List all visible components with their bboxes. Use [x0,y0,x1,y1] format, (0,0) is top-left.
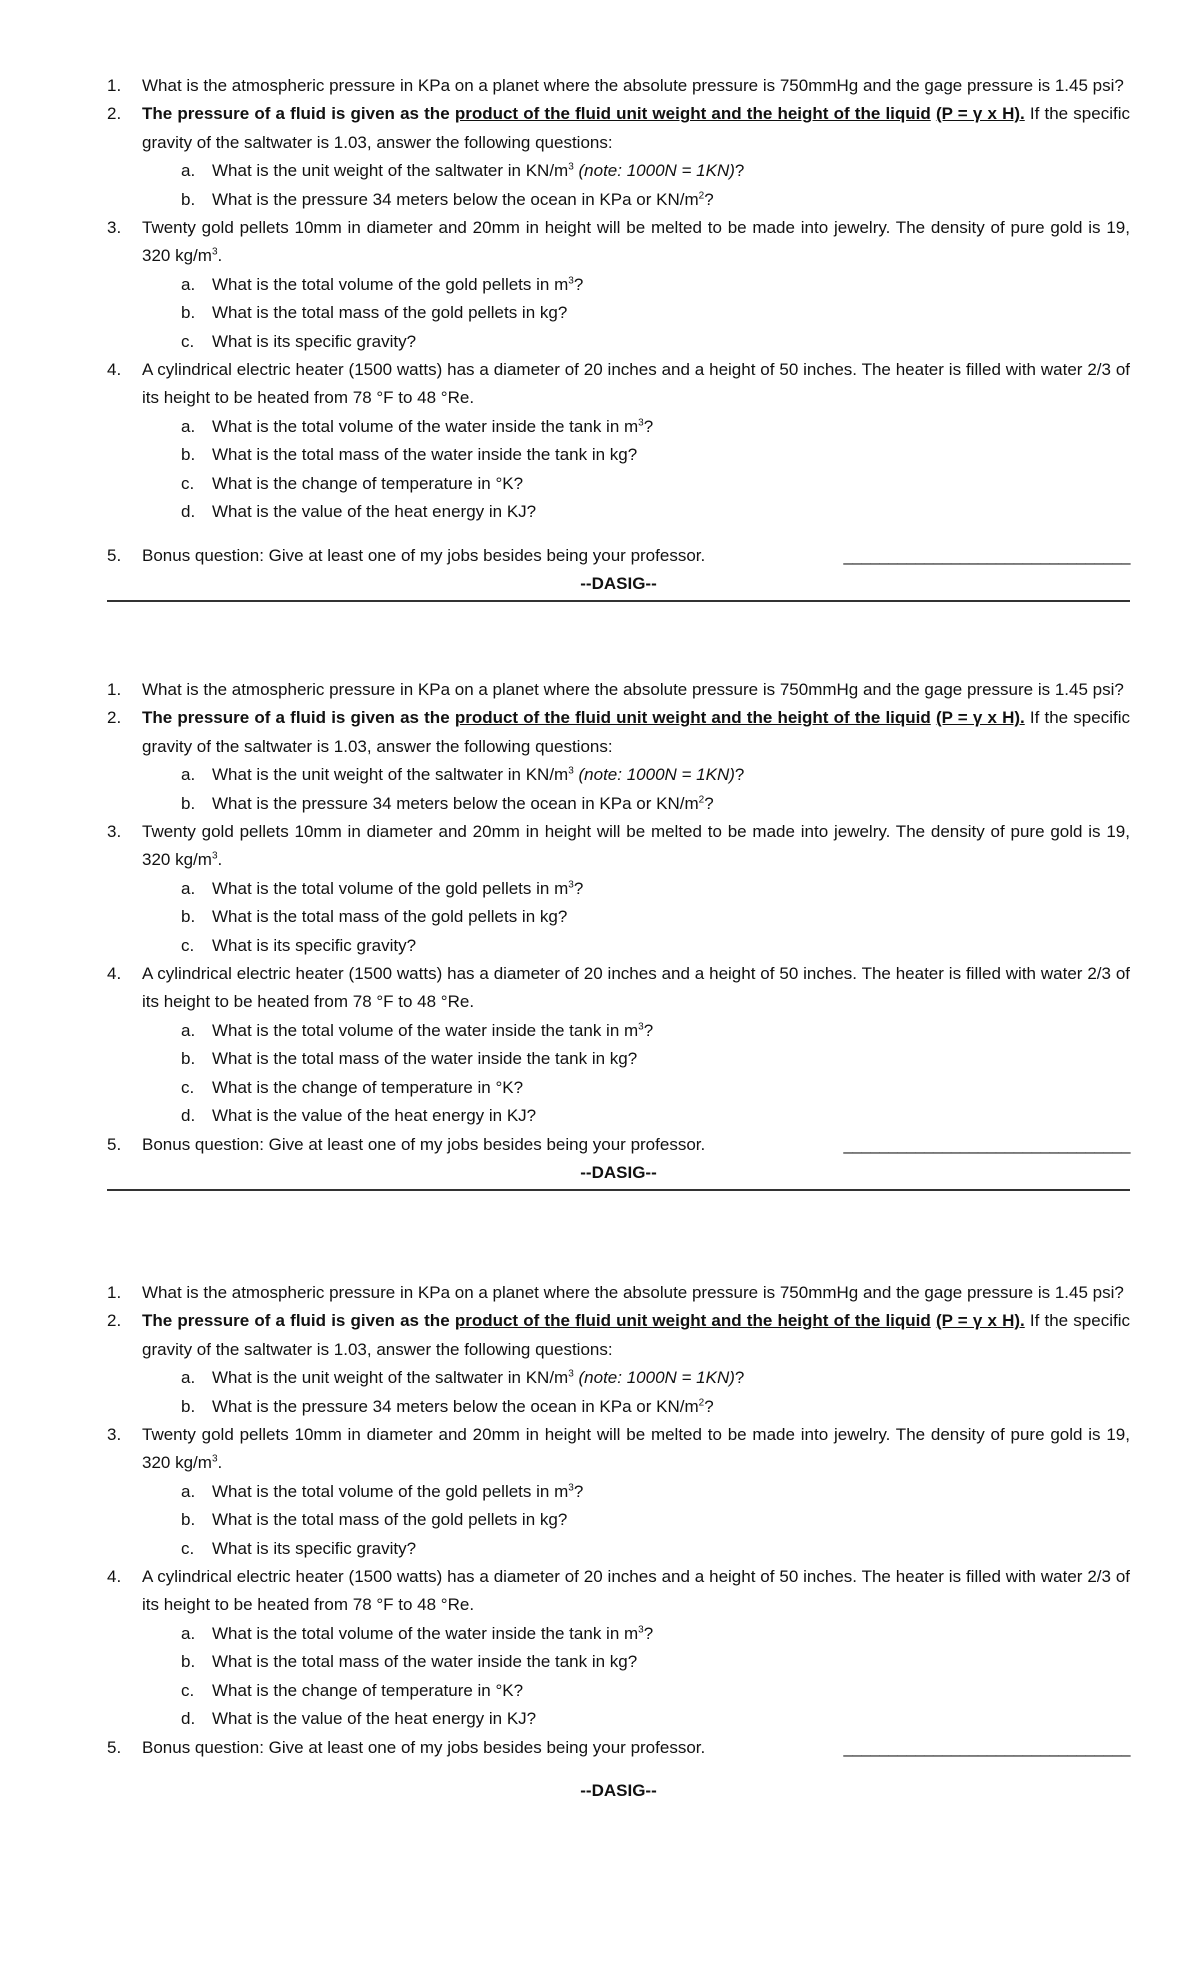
sub-question [107,761,1130,789]
question-text [212,1705,1130,1733]
bonus-text: Bonus question: Give at least one of my jobs besides being your professor. [142,1737,706,1757]
sub-question [107,186,1130,214]
sub-question [107,441,1130,469]
question-text-segment: 3 [568,765,574,777]
question-text [212,1620,1130,1648]
question-number: 1. [107,1283,122,1302]
question-number: c. [181,935,195,955]
sub-question [107,790,1130,818]
question-text-segment: ? [643,416,654,436]
question-text-segment: What is the unit weight of the saltwater in KN/m [212,161,569,181]
question-text-segment: If the specific gravity of the saltwater is 1.03, answer the following questions: [142,708,1130,756]
question-text [212,299,1130,327]
question-number: d. [181,502,196,522]
question [107,1307,1130,1364]
bonus-text: Bonus question: Give at least one of my jobs besides being your professor. [142,1134,706,1154]
question-text-segment: ? [573,274,584,294]
question-text [212,186,1130,214]
question-number: d. [181,1709,196,1729]
question [107,72,1130,100]
question-text-segment: The pressure of a fluid is given as the [142,1311,455,1331]
question-number: a. [181,416,196,436]
question-text-segment: What is the atmospheric pressure in KPa on a planet where the absolute pressure is 750mmHg and the gage pressure is 1.45 psi? [142,1283,1124,1302]
question-text-segment: What is the total mass of the gold pellets in kg? [212,907,568,927]
question-text-segment: What is its specific gravity? [212,1538,417,1558]
bonus-question [107,542,1130,570]
question-text [212,761,1130,789]
question-text-segment: 3 [638,417,644,429]
question [107,214,1130,271]
question-number: b. [181,189,196,209]
question-number: b. [181,907,196,927]
question-text-segment: 2 [698,793,705,805]
question-text-segment: What is the total volume of the gold pellets in m [212,1481,569,1501]
question-text-segment: ? [573,1481,584,1501]
question-text-segment: Twenty gold pellets 10mm in diameter and 20mm in height will be melted to be made into jewelry. The density of pure gold is 19, 320 kg/m [142,822,1130,870]
answer-blank: ________________________________ [843,545,1130,565]
question-number: a. [181,1481,196,1501]
question-text-segment: ? [704,189,714,209]
quiz-copy-2 [107,676,1130,1191]
question-text [212,1017,1130,1045]
question-text-segment: What is the change of temperature in °K? [212,1077,524,1097]
question-text-segment: A cylindrical electric heater (1500 watts) has a diameter of 20 inches and a height of 50 inches. The heater is filled with water 2/3 of its height to be heated from 78 °F to 48 °Re. [142,1567,1130,1615]
question-text [212,1506,1130,1534]
sub-question [107,1648,1130,1676]
question-text-segment: Twenty gold pellets 10mm in diameter and 20mm in height will be melted to be made into jewelry. The density of pure gold is 19, 320 kg/m [142,218,1130,266]
question-text-segment: What is the total volume of the gold pellets in m [212,274,569,294]
sub-question [107,1074,1130,1102]
question-number: c. [181,1538,195,1558]
question-text-segment: What is the total volume of the water inside the tank in m [212,416,639,436]
question-text-segment: ? [704,1396,714,1416]
question-text [142,100,1130,157]
sub-question [107,875,1130,903]
question-text-segment: What is the atmospheric pressure in KPa on a planet where the absolute pressure is 750mmHg and the gage pressure is 1.45 psi? [142,76,1124,95]
question-text-segment: What is the total volume of the gold pellets in m [212,878,569,898]
question-number: b. [181,1652,196,1672]
question-text [212,498,1130,526]
divider [107,1189,1130,1191]
question-text-segment: What is the unit weight of the saltwater in KN/m [212,765,569,785]
question-text-segment: . [217,850,223,870]
question-text-segment: What is the total mass of the gold pellets in kg? [212,303,568,323]
question-text [212,1364,1130,1392]
question-number: c. [181,1680,195,1700]
bonus-question [107,1131,1130,1159]
question-text-segment: What is the pressure 34 meters below the ocean in KPa or KN/m [212,1396,699,1416]
question-text-segment: What is the total mass of the gold pellets in kg? [212,1510,568,1530]
sub-question [107,1506,1130,1534]
question-text-segment: What is the total volume of the water inside the tank in m [212,1623,639,1643]
divider [107,600,1130,602]
question-text-segment: 3 [211,850,218,862]
question-text-segment: Twenty gold pellets 10mm in diameter and 20mm in height will be melted to be made into jewelry. The density of pure gold is 19, 320 kg/m [142,1425,1130,1473]
question-text-segment: What is the value of the heat energy in KJ? [212,502,537,522]
question-text [212,1677,1130,1705]
spacer [107,527,1130,542]
question-text-segment: What is its specific gravity? [212,331,417,351]
question-text-segment: ? [734,765,745,785]
question [107,1279,1130,1307]
sub-question [107,1620,1130,1648]
question-text-segment: ? [704,793,714,813]
question-text [212,1478,1130,1506]
sub-question [107,1705,1130,1733]
sub-question [107,1478,1130,1506]
question-number: 2. [107,708,122,728]
question-text [212,1074,1130,1102]
sub-question [107,1535,1130,1563]
question-text-segment: What is its specific gravity? [212,935,417,955]
question [107,676,1130,704]
question-number: d. [181,1106,196,1126]
question-text-segment: What is the total mass of the water inside the tank in kg? [212,1049,638,1069]
question [107,818,1130,875]
question-number: a. [181,1020,196,1040]
question-number: a. [181,1368,196,1388]
question-number: 4. [107,964,122,984]
question-text-segment: (note: 1000N = 1KN) [578,765,735,785]
question-text [142,214,1130,271]
question-text-segment: ? [734,161,745,181]
question [107,1421,1130,1478]
sub-question [107,1045,1130,1073]
question-number: 4. [107,360,122,380]
question-text-segment: ? [643,1020,654,1040]
question-text-segment: 2 [698,1396,705,1408]
question-number: 5. [107,545,122,565]
question [107,960,1130,1017]
question-text [212,790,1130,818]
question-number: a. [181,878,196,898]
question [107,1563,1130,1620]
sub-question [107,932,1130,960]
question-text-segment: What is the change of temperature in °K? [212,1680,524,1700]
question-text-segment: product of the fluid unit weight and the height of the liquid [454,708,931,728]
question-text [142,818,1130,875]
question-text-segment: (P = γ x H). [935,708,1025,728]
question-number: 4. [107,1567,122,1587]
question-text [212,1535,1130,1563]
question-number: b. [181,445,196,465]
question-text-segment: What is the pressure 34 meters below the ocean in KPa or KN/m [212,189,699,209]
question-text [142,1563,1130,1620]
question-text-segment: What is the total mass of the water inside the tank in kg? [212,445,638,465]
question-number: 3. [107,218,122,238]
question-text-segment: 3 [568,161,574,173]
question-text-segment: The pressure of a fluid is given as the [142,708,455,728]
question-text-segment: If the specific gravity of the saltwater is 1.03, answer the following questions: [142,1311,1130,1359]
question-number: b. [181,793,196,813]
question-text [142,960,1130,1017]
question-text-segment: . [217,1453,223,1473]
question-text-segment: What is the value of the heat energy in KJ? [212,1106,537,1126]
question-number: c. [181,331,195,351]
question-number: 5. [107,1134,122,1154]
question-text [142,1307,1130,1364]
question-text-segment: 3 [211,246,218,258]
question-text [212,413,1130,441]
question-number: b. [181,1396,196,1416]
answer-blank: ________________________________ [843,1134,1130,1154]
question-text-segment: (note: 1000N = 1KN) [578,1368,735,1388]
question-text [212,875,1130,903]
sub-question [107,413,1130,441]
question-text-segment: 3 [568,879,574,891]
sub-question [107,299,1130,327]
question-number: 1. [107,76,122,95]
question-text-segment: The pressure of a fluid is given as the [142,104,455,124]
question-text-segment: What is the value of the heat energy in KJ? [212,1709,537,1729]
question-number: c. [181,1077,195,1097]
question-text-segment: What is the unit weight of the saltwater in KN/m [212,1368,569,1388]
question-text-segment: What is the pressure 34 meters below the ocean in KPa or KN/m [212,793,699,813]
sub-question [107,328,1130,356]
question-text-segment: 2 [698,189,705,201]
question-text [212,1393,1130,1421]
question-text-segment: What is the total volume of the water inside the tank in m [212,1020,639,1040]
question-text-segment: What is the change of temperature in °K? [212,473,524,493]
sub-question [107,903,1130,931]
question-text [212,1648,1130,1676]
question-text-segment: (P = γ x H). [935,104,1025,124]
question-text [142,676,1130,704]
question-text-segment: 3 [211,1453,218,1465]
sub-question [107,1364,1130,1392]
question-text-segment: product of the fluid unit weight and the height of the liquid [454,1311,931,1331]
question-text [142,72,1130,100]
question-text-segment: 3 [638,1021,644,1033]
bonus-text: Bonus question: Give at least one of my jobs besides being your professor. [142,545,706,565]
question-number: a. [181,161,196,181]
question-text [142,1279,1130,1307]
question-number: 2. [107,104,122,124]
question-text-segment: ? [734,1368,745,1388]
quiz-copy-1 [107,72,1130,602]
question-text [142,1734,1130,1762]
question-text-segment: 3 [568,275,574,287]
question-text [212,271,1130,299]
signature: --DASIG-- [580,1780,657,1800]
sub-question [107,1393,1130,1421]
question-number: a. [181,765,196,785]
question-text-segment: (note: 1000N = 1KN) [578,161,735,181]
sub-question [107,498,1130,526]
sub-question [107,1017,1130,1045]
question-number: b. [181,1510,196,1530]
question-text [212,328,1130,356]
question-text-segment: product of the fluid unit weight and the height of the liquid [454,104,931,124]
question-number: 3. [107,822,122,842]
question-text-segment: What is the total mass of the water inside the tank in kg? [212,1652,638,1672]
question-text [142,356,1130,413]
question-number: 2. [107,1311,122,1331]
question-number: a. [181,1623,196,1643]
question-text-segment: A cylindrical electric heater (1500 watts) has a diameter of 20 inches and a height of 50 inches. The heater is filled with water 2/3 of its height to be heated from 78 °F to 48 °Re. [142,964,1130,1012]
question-text [212,932,1130,960]
question-text-segment: ? [573,878,584,898]
question-text-segment: If the specific gravity of the saltwater is 1.03, answer the following questions: [142,104,1130,152]
sub-question [107,271,1130,299]
spacer [107,1762,1130,1777]
answer-blank: ________________________________ [843,1737,1130,1757]
question-text [142,1131,1130,1159]
question-number: 3. [107,1425,122,1445]
sub-question [107,1677,1130,1705]
signature: --DASIG-- [580,573,657,593]
question-text-segment: . [217,246,223,266]
question-text-segment: ? [643,1623,654,1643]
question-text-segment: A cylindrical electric heater (1500 watts) has a diameter of 20 inches and a height of 50 inches. The heater is filled with water 2/3 of its height to be heated from 78 °F to 48 °Re. [142,360,1130,408]
bonus-question [107,1734,1130,1762]
question-text [212,903,1130,931]
question-text [212,1102,1130,1130]
question-text-segment: What is the atmospheric pressure in KPa on a planet where the absolute pressure is 750mmHg and the gage pressure is 1.45 psi? [142,680,1124,699]
question-text-segment: 3 [638,1624,644,1636]
question-text [212,470,1130,498]
question-text [212,1045,1130,1073]
question-text [142,704,1130,761]
sub-question [107,1102,1130,1130]
question-number: b. [181,1049,196,1069]
question-number: 5. [107,1737,122,1757]
sub-question [107,157,1130,185]
question-number: c. [181,473,195,493]
quiz-copy-3 [107,1279,1130,1805]
question-text [142,542,1130,570]
sub-question [107,470,1130,498]
question-text-segment: 3 [568,1368,574,1380]
question [107,356,1130,413]
question-number: b. [181,303,196,323]
question [107,100,1130,157]
question-text [142,1421,1130,1478]
question-text [212,441,1130,469]
signature: --DASIG-- [580,1162,657,1182]
question-number: 1. [107,680,122,699]
question-number: a. [181,274,196,294]
question [107,704,1130,761]
question-text-segment: (P = γ x H). [935,1311,1025,1331]
question-text [212,157,1130,185]
question-text-segment: 3 [568,1482,574,1494]
